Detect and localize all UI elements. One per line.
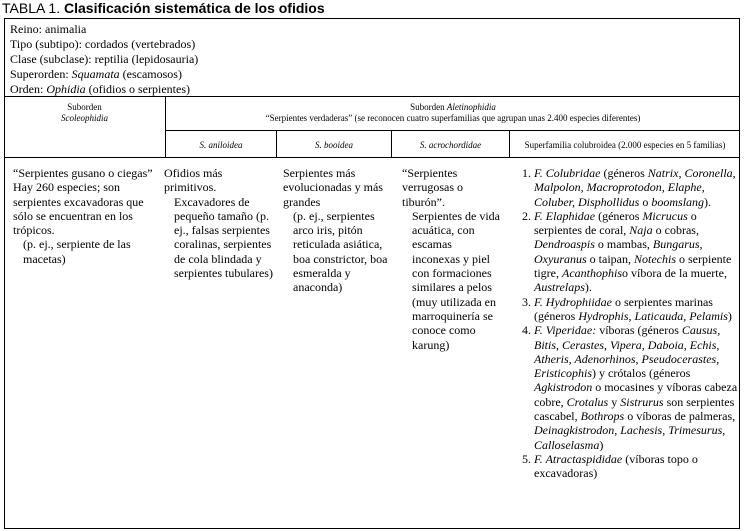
classification-reino: Reino: animalia (10, 22, 87, 36)
family-elaphidae: 2. F. Elaphidae (géneros Micrucus o serpientes de coral, Naja o cobras, Dendroaspis o mambas, Bungarus, Oxyuranus o taipan, Notechis o serpiente tigre, Acanthophiso víbora de la muerte, Austrelaps). (522, 208, 732, 295)
colubroidea-families (522, 166, 738, 481)
rule-after-classification (4, 96, 740, 97)
superfamily-booidea: S. booidea (315, 140, 353, 150)
rule-after-suborder (165, 130, 740, 131)
table-heading: Clasificación sistemática de los ofidios (64, 0, 325, 16)
superfamily-colubroidea: Superfamilia colubroidea (2.000 especies en 5 familias) (524, 140, 726, 150)
rule-after-superfamilies (4, 157, 740, 158)
family-atractaspididae: 5. F. Atractaspididae (víboras topo o excavadoras) (522, 451, 698, 481)
classification-orden: Orden: Ophidia (ofidios o serpientes) (10, 82, 190, 96)
classification-block (10, 22, 198, 97)
scoleophidia-description: “Serpientes gusano o ciegas” Hay 260 especies; son serpientes excavadoras que sólo se encuentran en los trópicos. (p. ej., serpiente de las macetas) (13, 166, 153, 266)
classification-superorden: Superorden: Squamata (escamosos) (10, 67, 182, 81)
classification-tipo: Tipo (subtipo): cordados (vertebrados) (10, 37, 196, 51)
classification-clase: Clase (subclase): reptilia (lepidosauria) (10, 52, 199, 66)
acrochordidae-description: “Serpientes verrugosas o tiburón”. Serpientes de vida acuática, con escamas inconexas y piel con formaciones similares a pelos (muy utilizada en marroquinería se conoce como karung) (402, 166, 500, 352)
family-colubridae: 1. F. Colubridae (géneros Natrix, Coronella, Malpolon, Macroprotodon, Elaphe, Coluber, Disphollidus o boomslang). (522, 166, 736, 209)
suborder-scoleophidia-header: Suborden Scoleophidia (61, 102, 108, 123)
superfamily-acrochordidae: S. acrochordidae (419, 140, 482, 150)
table-title (2, 0, 325, 17)
superfamily-aniloidea: S. aniloidea (199, 140, 243, 150)
aniloidea-description: Ofidios más primitivos. Excavadores de pequeño tamaño (p. ej., falsas serpientes coralinas, serpientes de cola blindada y serpientes tubulares) (164, 166, 273, 281)
family-viperidae: 4. F. Viperidae: víboras (géneros Causus, Bitis, Cerastes, Vipera, Daboia, Echis, Atheris, Adenorhinos, Pseudocerastes, Eristicophis) y crótalos (géneros Agkistrodon o mocasines y víboras cabeza cobre, Crotalus y Sistrurus son serpientes cascabel, Bothrops o víboras de palmeras, Deinagkistrodon, Lachesis, Trimesurus, Calloselasma) (522, 323, 738, 452)
booidea-description: Serpientes más evolucionadas y más grandes (p. ej., serpientes arco iris, pitón reticulada asiática, boa constrictor, boa esmeralda y anaconda) (283, 166, 388, 295)
suborder-aletinophidia-header: Suborden Aletinophidia “Serpientes verdaderas” (se reconocen cuatro superfamilias que agrupan unas 2.400 especies diferentes) (265, 102, 641, 123)
table-number: TABLA 1. (2, 0, 61, 16)
family-hydrophiidae: 3. F. Hydrophiidae o serpientes marinas (géneros Hydrophis, Laticauda, Pelamis) (522, 294, 732, 323)
